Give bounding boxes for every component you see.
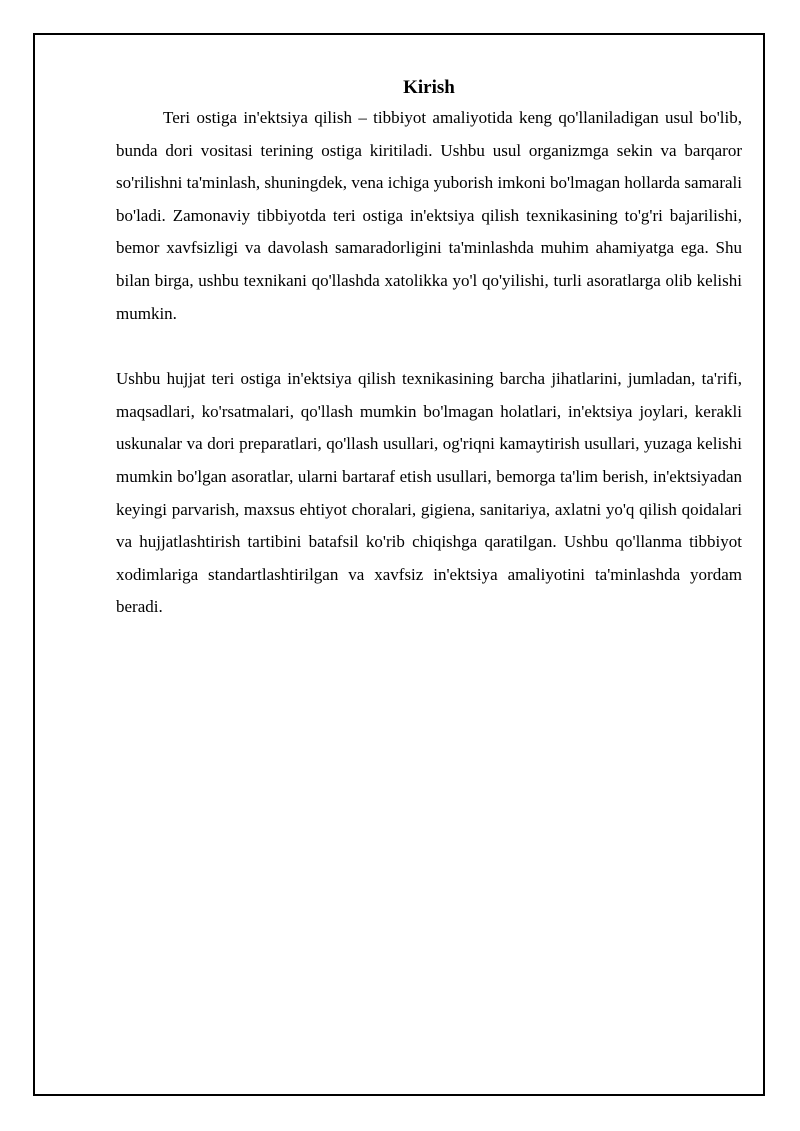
document-body: [116, 74, 742, 624]
paragraph-scope: Ushbu hujjat teri ostiga in'ektsiya qilish texnikasining barcha jihatlarini, jumladan, ta'rifi, maqsadlari, ko'rsatmalari, qo'llash mumkin bo'lmagan holatlari, in'ektsiya joylari, kerakli uskunalar va dori preparatlari, qo'llash usullari, og'riqni kamaytirish usullari, yuzaga kelishi mumkin bo'lgan asoratlar, ularni bartaraf etish usullari, bemorga ta'lim berish, in'ektsiyadan keyingi parvarish, maxsus ehtiyot choralari, gigiena, sanitariya, axlatni yo'q qilish qoidalari va hujjatlashtirish tartibini batafsil ko'rib chiqishga qaratilgan. Ushbu qo'llanma tibbiyot xodimlariga standartlashtirilgan va xavfsiz in'ektsiya amaliyotini ta'minlashda yordam beradi.: [116, 369, 742, 617]
paragraph-introduction: Teri ostiga in'ektsiya qilish – tibbiyot amaliyotida keng qo'llaniladigan usul bo'lib, bunda dori vositasi terining ostiga kiritiladi. Ushbu usul organizmga sekin va barqaror so'rilishni ta'minlash, shuningdek, vena ichiga yuborish imkoni bo'lmagan hollarda samarali bo'ladi. Zamonaviy tibbiyotda teri ostiga in'ektsiya qilish texnikasining to'g'ri bajarilishi, bemor xavfsizligi va davolash samaradorligini ta'minlashda muhim ahamiyatga ega. Shu bilan birga, ushbu texnikani qo'llashda xatolikka yo'l qo'yilishi, turli asoratlarga olib kelishi mumkin.: [116, 108, 742, 323]
paragraph-spacer: [116, 330, 742, 363]
page-title: Kirish: [403, 77, 455, 98]
